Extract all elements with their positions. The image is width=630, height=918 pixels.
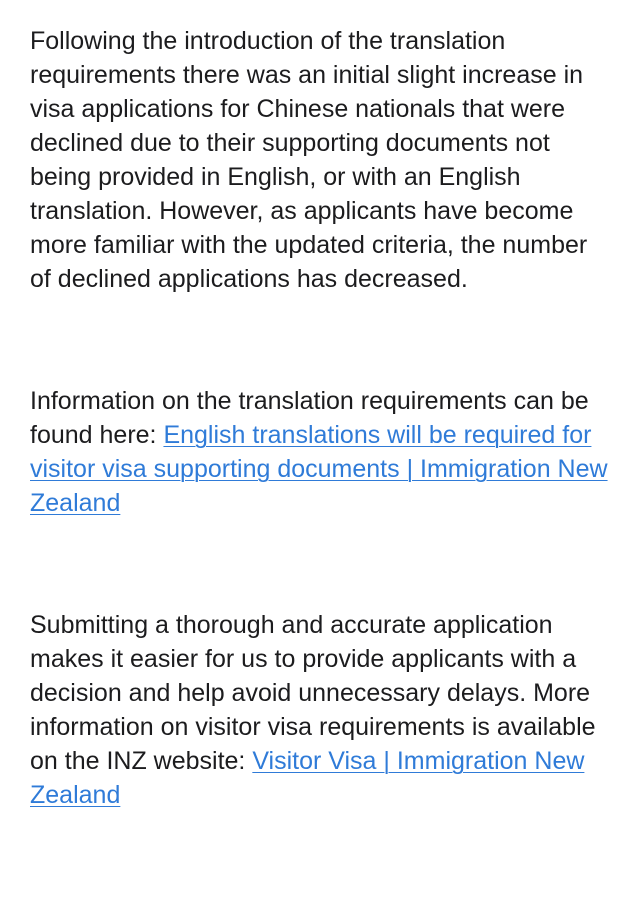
paragraph-visitor-visa-info	[30, 608, 610, 812]
paragraph-text: Information on the translation requirements can be found here:	[30, 387, 589, 449]
paragraph-translation-decline-trend	[30, 24, 610, 296]
paragraph-text: Following the introduction of the translation requirements there was an initial slight increase in visa applications for Chinese nationals that were declined due to their supporting documents not being provided in English, or with an English translation. However, as applicants have become more familiar with the updated criteria, the number of declined applications has decreased.	[30, 27, 588, 293]
paragraph-spacer	[30, 296, 610, 384]
paragraph-translation-info	[30, 384, 610, 520]
english-translations-link[interactable]: English translations will be required for visitor visa supporting documents | Immigration New Zealand	[30, 421, 608, 517]
message-body	[30, 24, 610, 812]
paragraph-spacer	[30, 520, 610, 608]
paragraph-text: Submitting a thorough and accurate application makes it easier for us to provide applicants with a decision and help avoid unnecessary delays. More information on visitor visa requirements is available on the INZ website:	[30, 611, 596, 775]
visitor-visa-link[interactable]: Visitor Visa | Immigration New Zealand	[30, 747, 585, 809]
